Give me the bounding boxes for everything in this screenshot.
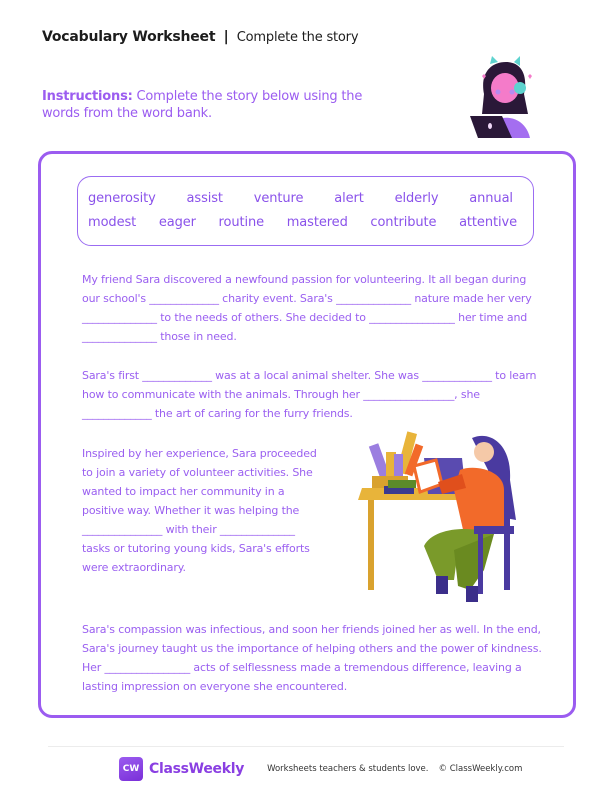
word-bank <box>77 176 534 246</box>
word-bank-word: routine <box>218 215 265 230</box>
word-bank-word: eager <box>158 215 196 230</box>
footer <box>119 756 522 782</box>
word-bank-row-1 <box>88 191 517 206</box>
word-bank-word: contribute <box>370 215 437 230</box>
footer-tagline: Worksheets teachers & students love. <box>267 764 429 774</box>
worksheet-title: Vocabulary Worksheet <box>42 29 216 45</box>
worksheet-header <box>42 29 358 45</box>
title-separator: | <box>223 29 229 45</box>
footer-divider <box>48 746 564 747</box>
word-bank-word: mastered <box>286 215 348 230</box>
story-paragraph-1: My friend Sara discovered a newfound passion for volunteering. It all began during our school's _____________ charity event. Sara's ______________ nature made her very ______________ to the needs of others. She decided to ________________ her time and ______________ those in need. <box>82 273 532 343</box>
brand-name: ClassWeekly <box>149 761 245 777</box>
story-paragraph-2: Sara's first _____________ was at a local animal shelter. She was _____________ to learn how to communicate with the animals. Through her _________________, she _____________ the art of caring for the furry friends. <box>82 369 537 420</box>
girl-laptop-illustration <box>462 54 548 140</box>
word-bank-word: alert <box>334 191 364 206</box>
worksheet-subtitle: Complete the story <box>236 30 359 45</box>
instructions-text: Complete the story below using the words from the word bank. <box>42 89 363 121</box>
word-bank-word: generosity <box>88 191 156 206</box>
footer-copyright: © ClassWeekly.com <box>438 764 523 774</box>
word-bank-word: assist <box>186 191 223 206</box>
instructions <box>42 88 372 122</box>
word-bank-row-2 <box>88 215 517 230</box>
instructions-label: Instructions: <box>42 89 133 104</box>
story-paragraph-4: Sara's compassion was infectious, and soon her friends joined her as well. In the end, Sara's journey taught us the importance of helping others and the power of kindness. Her ________________ acts of selflessness made a tremendous difference, leaving a lasting impression on everyone she encountered. <box>82 623 542 693</box>
word-bank-word: attentive <box>459 215 517 230</box>
girl-studying-illustration <box>354 430 526 605</box>
word-bank-word: elderly <box>394 191 439 206</box>
story-paragraph-3: Inspired by her experience, Sara proceeded to join a variety of volunteer activities. She wanted to impact her community in a positive way. Whether it was helping the _______________ with their ______________ tasks or tutoring young kids, Sara's efforts were extraordinary. <box>82 447 317 574</box>
word-bank-word: venture <box>253 191 304 206</box>
word-bank-word: annual <box>469 191 513 206</box>
word-bank-word: modest <box>88 215 137 230</box>
classweekly-logo-icon: CW <box>119 757 143 781</box>
